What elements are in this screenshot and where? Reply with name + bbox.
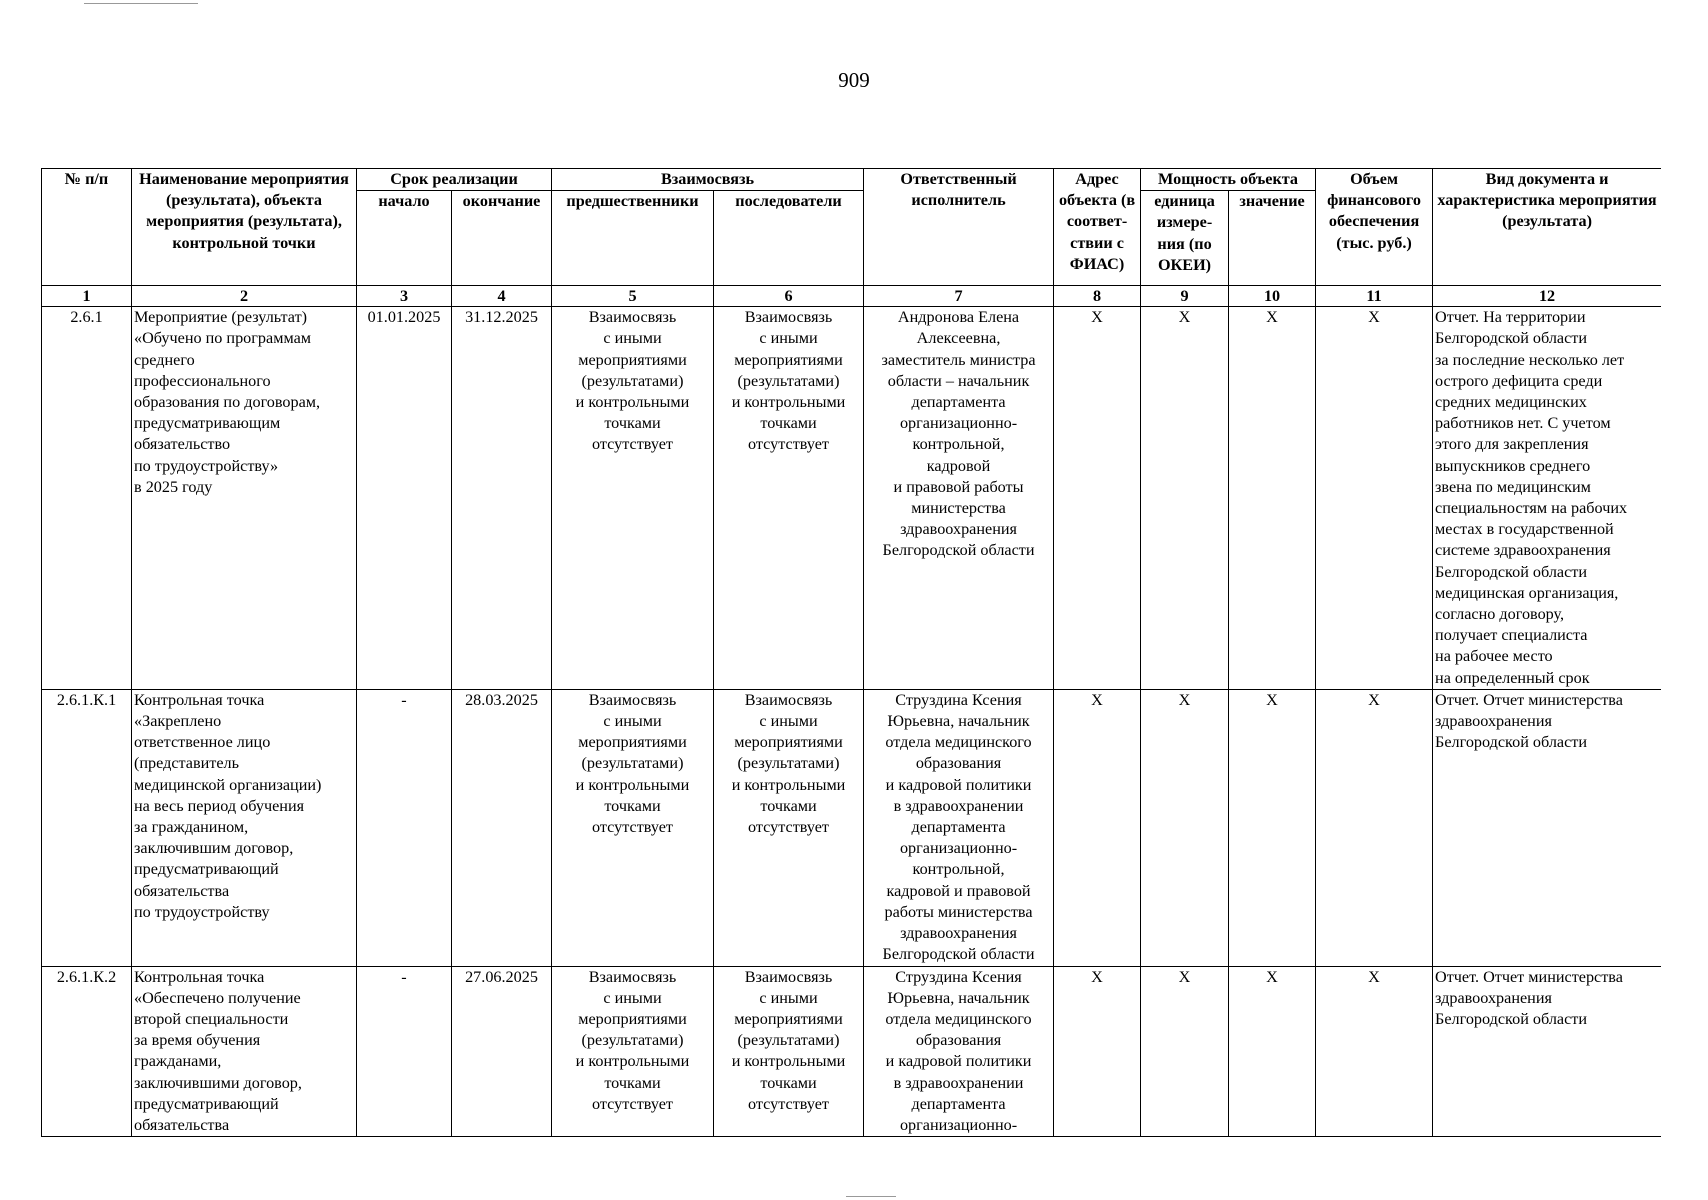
- row-name: Мероприятие (результат) «Обучено по программам среднего профессионального образования по договорам, предусматривающим обязательство по трудоустройству» в 2025 году: [132, 307, 357, 690]
- scan-mark-top: [84, 3, 198, 4]
- header-value: значение: [1229, 191, 1316, 286]
- row-successors: Взаимосвязь с иными мероприятиями (результатами) и контрольными точками отсутствует: [714, 307, 864, 690]
- row-value: X: [1229, 307, 1316, 690]
- column-number: 8: [1054, 286, 1141, 307]
- column-number: 9: [1141, 286, 1229, 307]
- header-period-start: начало: [357, 191, 452, 286]
- column-number: 5: [552, 286, 714, 307]
- header-address: Адрес объекта (в соответ- ствии с ФИАС): [1054, 169, 1141, 286]
- column-number: 3: [357, 286, 452, 307]
- row-end: 27.06.2025: [452, 966, 552, 1137]
- row-num: 2.6.1.К.2: [42, 966, 132, 1137]
- row-end: 31.12.2025: [452, 307, 552, 690]
- row-start: -: [357, 689, 452, 966]
- column-number: 11: [1316, 286, 1433, 307]
- row-successors: Взаимосвязь с иными мероприятиями (результатами) и контрольными точками отсутствует: [714, 966, 864, 1137]
- row-predecessors: Взаимосвязь с иными мероприятиями (результатами) и контрольными точками отсутствует: [552, 307, 714, 690]
- table-container: [41, 168, 1661, 1140]
- row-predecessors: Взаимосвязь с иными мероприятиями (результатами) и контрольными точками отсутствует: [552, 966, 714, 1137]
- row-name: Контрольная точка «Обеспечено получение второй специальности за время обучения гражданами, заключившими договор, предусматривающий обязательства: [132, 966, 357, 1137]
- column-number: 7: [864, 286, 1054, 307]
- row-unit: X: [1141, 966, 1229, 1137]
- header-period-end: окончание: [452, 191, 552, 286]
- row-num: 2.6.1: [42, 307, 132, 690]
- row-unit: X: [1141, 689, 1229, 966]
- header-successors: последователи: [714, 191, 864, 286]
- row-address: X: [1054, 966, 1141, 1137]
- header-unit: единица измере- ния (по ОКЕИ): [1141, 191, 1229, 286]
- row-start: 01.01.2025: [357, 307, 452, 690]
- column-number: 12: [1433, 286, 1661, 307]
- row-value: X: [1229, 689, 1316, 966]
- row-name: Контрольная точка «Закреплено ответственное лицо (представитель медицинской организации) на весь период обучения за гражданином, заключившим договор, предусматривающий обязательства по трудоустройству: [132, 689, 357, 966]
- row-responsible: Андронова Елена Алексеевна, заместитель министра области – начальник департамента организационно- контрольной, кадровой и правовой работы министерства здравоохранения Белгородской области: [864, 307, 1054, 690]
- row-volume: X: [1316, 307, 1433, 690]
- plan-table: [41, 168, 1661, 1137]
- page-number: 909: [838, 68, 870, 92]
- row-end: 28.03.2025: [452, 689, 552, 966]
- header-responsible: Ответственный исполнитель: [864, 169, 1054, 286]
- row-volume: X: [1316, 966, 1433, 1137]
- row-responsible: Струздина Ксения Юрьевна, начальник отдела медицинского образования и кадровой политики в здравоохранении департамента организационно- контрольной, кадровой и правовой работы министерства здравоохранения Белгородской области: [864, 689, 1054, 966]
- row-doc: Отчет. Отчет министерства здравоохранения Белгородской области: [1433, 966, 1661, 1137]
- row-responsible: Струздина Ксения Юрьевна, начальник отдела медицинского образования и кадровой политики в здравоохранении департамента организационно-: [864, 966, 1054, 1137]
- row-doc: Отчет. Отчет министерства здравоохранения Белгородской области: [1433, 689, 1661, 966]
- row-volume: X: [1316, 689, 1433, 966]
- header-volume: Объем финансового обеспечения (тыс. руб.): [1316, 169, 1433, 286]
- column-number: 6: [714, 286, 864, 307]
- row-successors: Взаимосвязь с иными мероприятиями (результатами) и контрольными точками отсутствует: [714, 689, 864, 966]
- row-value: X: [1229, 966, 1316, 1137]
- column-number: 1: [42, 286, 132, 307]
- row-predecessors: Взаимосвязь с иными мероприятиями (результатами) и контрольными точками отсутствует: [552, 689, 714, 966]
- header-relation: Взаимосвязь: [552, 169, 864, 191]
- header-predecessors: предшественники: [552, 191, 714, 286]
- header-num: № п/п: [42, 169, 132, 286]
- column-number: 2: [132, 286, 357, 307]
- row-address: X: [1054, 307, 1141, 690]
- row-start: -: [357, 966, 452, 1137]
- scan-mark-bottom: [846, 1196, 896, 1197]
- header-name: Наименование мероприятия (результата), объекта мероприятия (результата), контрольной точки: [132, 169, 357, 286]
- table-row: [42, 966, 1662, 1137]
- column-number: 10: [1229, 286, 1316, 307]
- table-row: [42, 307, 1662, 690]
- row-doc: Отчет. На территории Белгородской области за последние несколько лет острого дефицита среди средних медицинских работников нет. С учетом этого для закрепления выпускников среднего звена по медицинским специальностям на рабочих местах в государственной системе здравоохранения Белгородской области медицинская организация, согласно договору, получает специалиста на рабочее место на определенный срок: [1433, 307, 1661, 690]
- header-doc-type: Вид документа и характеристика мероприятия (результата): [1433, 169, 1661, 286]
- row-address: X: [1054, 689, 1141, 966]
- header-capacity: Мощность объекта: [1141, 169, 1316, 191]
- column-number: 4: [452, 286, 552, 307]
- row-unit: X: [1141, 307, 1229, 690]
- header-period: Срок реализации: [357, 169, 552, 191]
- row-num: 2.6.1.К.1: [42, 689, 132, 966]
- table-row: [42, 689, 1662, 966]
